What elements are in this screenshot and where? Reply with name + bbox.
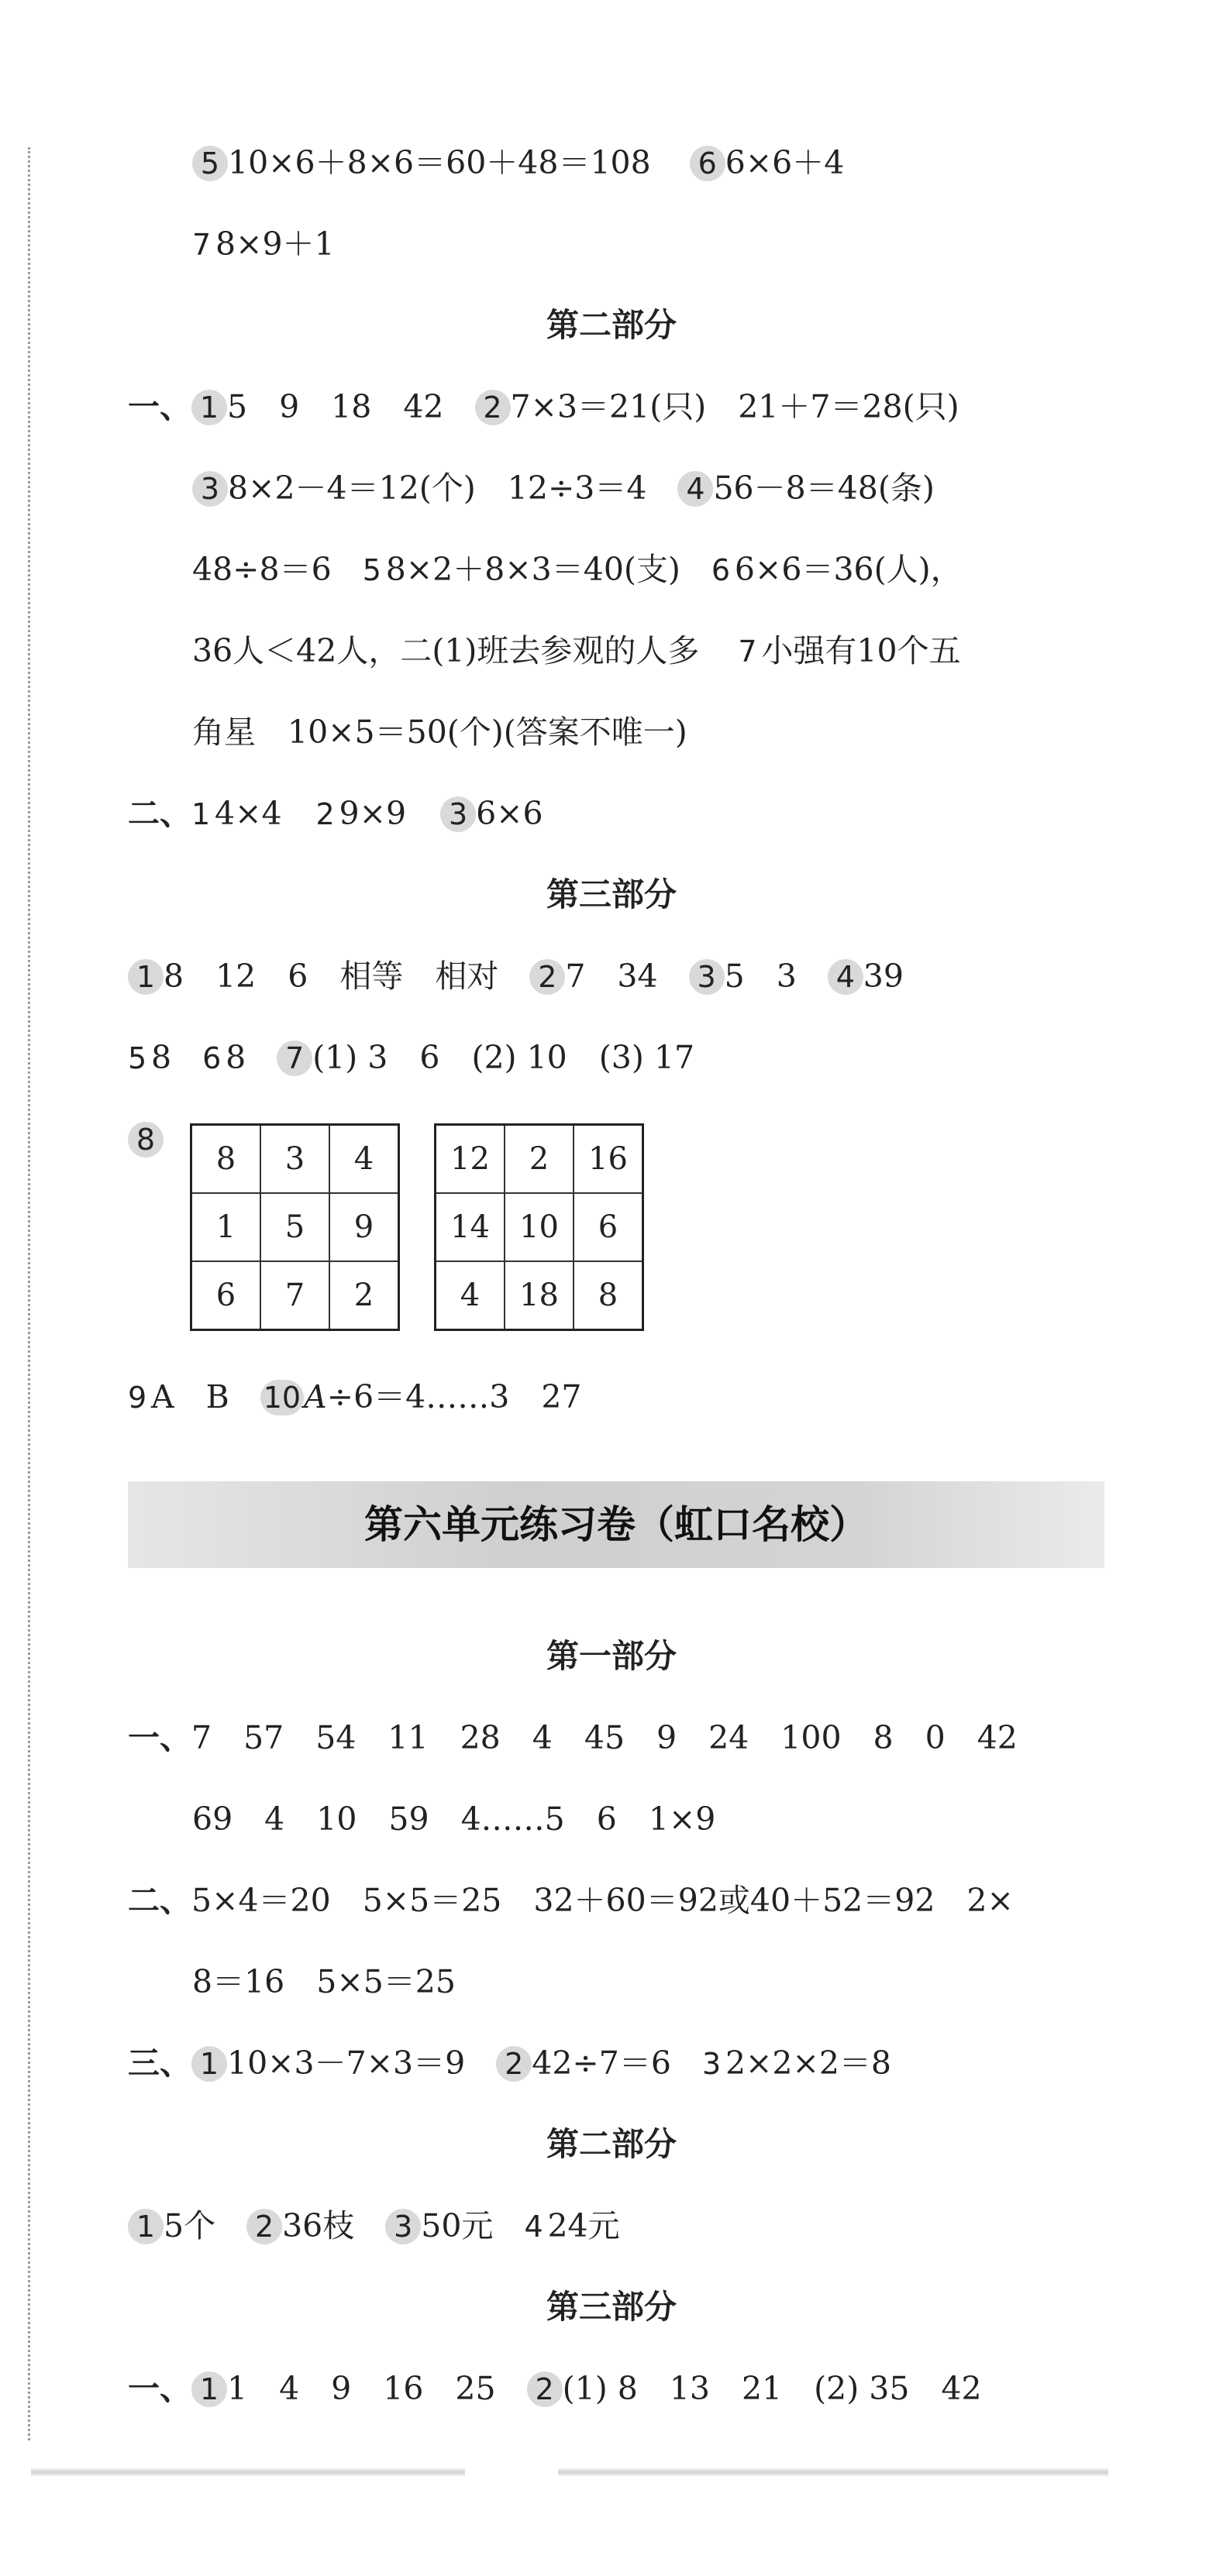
answer-text: 48÷8＝6 [192,551,332,588]
margin-dotted-line [28,147,30,2440]
question-number: 3 [689,959,725,995]
answer-text: 8×2－4＝12(个) 12÷3＝4 [228,469,647,507]
magic-square-b [434,1123,644,1331]
grid-cell: 3 [260,1125,329,1194]
answer-text: ÷6＝4……3 27 [326,1378,582,1415]
question-number: 2 [529,959,565,995]
answer-text: 6×6＝36(人)， [734,551,963,588]
question-number: 1 [128,959,164,995]
question-number: 6 [690,146,725,181]
answer-text: 8×2＋8×3＝40(支) [385,551,680,588]
question-number: 5 [192,146,228,181]
answer-text: 39 [863,958,904,995]
answer-line [128,1034,694,1082]
answer-text: 7 34 [565,958,658,995]
answer-line [192,221,335,268]
question-number: 2 [527,2371,563,2407]
question-number: 1 [191,2371,227,2407]
question-number: 5 [362,553,381,587]
question-number: 3 [440,796,476,832]
footer-rule [31,2468,465,2476]
grid-cell: 2 [329,1261,399,1330]
question-number: 4 [677,471,713,507]
grid-cell: 6 [574,1193,643,1261]
section-heading: 第二部分 [546,2125,677,2163]
question-number: 6 [711,553,731,587]
answer-line [128,2365,982,2412]
answer-line [128,2040,891,2087]
answer-line [128,1116,164,1162]
section-lead: 一、 [128,388,191,425]
section-lead: 一、 [128,1719,191,1756]
answer-text: 8 [151,1039,172,1076]
answer-line [192,709,687,755]
answer-line [192,1796,715,1842]
answer-line [128,790,543,837]
question-number: 8 [128,1122,164,1157]
question-number: 3 [385,2209,421,2244]
question-number: 6 [202,1041,222,1075]
answer-text: 56－8＝48(条) [713,469,935,507]
answer-text: 8＝16 5×5＝25 [192,1963,456,2000]
grid-cell: 8 [574,1261,643,1330]
section-lead: 三、 [128,2045,191,2082]
answer-line [128,1374,582,1421]
grid-cell: 18 [505,1261,574,1330]
answer-text: 24元 [547,2207,620,2244]
footer-rule [558,2468,1108,2476]
grid-cell: 8 [191,1125,261,1194]
answer-text: 9×9 [339,795,407,832]
answer-text: A B [151,1378,229,1415]
question-number: 7 [192,228,212,262]
section-lead: 二、 [128,1882,191,1919]
answer-text: 42÷7＝6 [532,2045,671,2082]
answer-text: 8 [226,1039,246,1076]
section-heading: 第二部分 [546,306,677,344]
grid-cell: 4 [436,1261,505,1330]
answer-text: 5×4＝20 5×5＝25 32＋60＝92或40＋52＝92 2× [191,1882,1014,1919]
answer-line [128,2203,620,2250]
answer-line [192,546,963,593]
answer-line [192,628,961,675]
question-number: 7 [738,635,757,669]
answer-text: 8×9＋1 [215,225,335,263]
answer-text: 5 3 [724,958,797,995]
answer-text: 69 4 10 59 4……5 6 1×9 [192,1800,716,1838]
answer-text: 7 57 54 11 28 4 45 9 24 100 8 0 42 [191,1719,1018,1756]
question-number: 2 [246,2209,282,2244]
grid-cell: 6 [191,1261,261,1330]
answer-text: 10×6＋8×6＝60＋48＝108 [228,144,651,181]
answer-text: 36人＜42人，二(1)班去参观的人多 [192,632,700,669]
answer-text: 5个 [164,2207,216,2244]
answer-text: (1) 8 13 21 (2) 35 42 [562,2370,982,2407]
answer-text: 10×3－7×3＝9 [227,2045,466,2082]
question-number: 2 [315,797,335,831]
answer-line [192,1959,456,2005]
grid-cell: 5 [260,1193,329,1261]
answer-text: 角星 10×5＝50(个)(答案不唯一) [192,714,687,751]
question-number: 1 [191,2046,227,2082]
question-number: 2 [496,2046,532,2082]
question-number: 9 [128,1381,147,1415]
question-number: 4 [828,959,863,995]
answer-line [192,465,935,511]
question-number: 4 [524,2210,543,2244]
answer-text: 50元 [421,2207,494,2244]
answer-line [128,383,959,430]
answer-text: 1 4 9 16 25 [227,2370,496,2407]
answer-text: 6×6＋4 [725,144,845,181]
grid-cell: 4 [329,1125,399,1194]
question-number: 2 [475,390,511,425]
answer-text: (1) 3 6 (2) 10 (3) 17 [312,1039,695,1076]
answer-line [128,953,904,999]
answer-text: 6×6 [476,795,543,832]
grid-cell: 9 [329,1193,399,1261]
answer-line [192,139,844,186]
answer-text: 4×4 [215,795,282,832]
question-number: 5 [128,1041,147,1075]
answer-text: 小强有10个五 [761,632,961,669]
question-number: 10 [260,1380,304,1415]
grid-cell: 16 [574,1125,643,1194]
question-number: 1 [191,390,227,425]
answer-line [128,1714,1018,1761]
grid-cell: 10 [505,1193,574,1261]
unit-title-banner: 第六单元练习卷（虹口名校） [128,1481,1104,1568]
answer-text: 2×2×2＝8 [725,2045,891,2082]
answer-line [128,1877,1014,1924]
question-number: 3 [701,2047,722,2081]
grid-cell: 1 [191,1193,261,1261]
answer-variable: A [304,1378,327,1415]
magic-square-a [190,1123,400,1331]
grid-cell: 2 [505,1125,574,1194]
section-lead: 一、 [128,2370,191,2407]
question-number: 3 [192,471,228,507]
grid-cell: 7 [260,1261,329,1330]
answer-text: 7×3＝21(只) 21＋7＝28(只) [510,388,959,425]
grid-cell: 14 [436,1193,505,1261]
question-number: 1 [191,797,211,831]
section-heading: 第三部分 [546,875,677,913]
section-heading: 第三部分 [546,2288,677,2326]
question-number: 1 [128,2209,164,2244]
section-lead: 二、 [128,795,191,832]
answer-text: 36枝 [282,2207,355,2244]
answer-text: 5 9 18 42 [227,388,444,425]
question-number: 7 [277,1040,312,1076]
grid-cell: 12 [436,1125,505,1194]
section-heading: 第一部分 [546,1637,677,1675]
answer-text: 8 12 6 相等 相对 [164,958,499,995]
